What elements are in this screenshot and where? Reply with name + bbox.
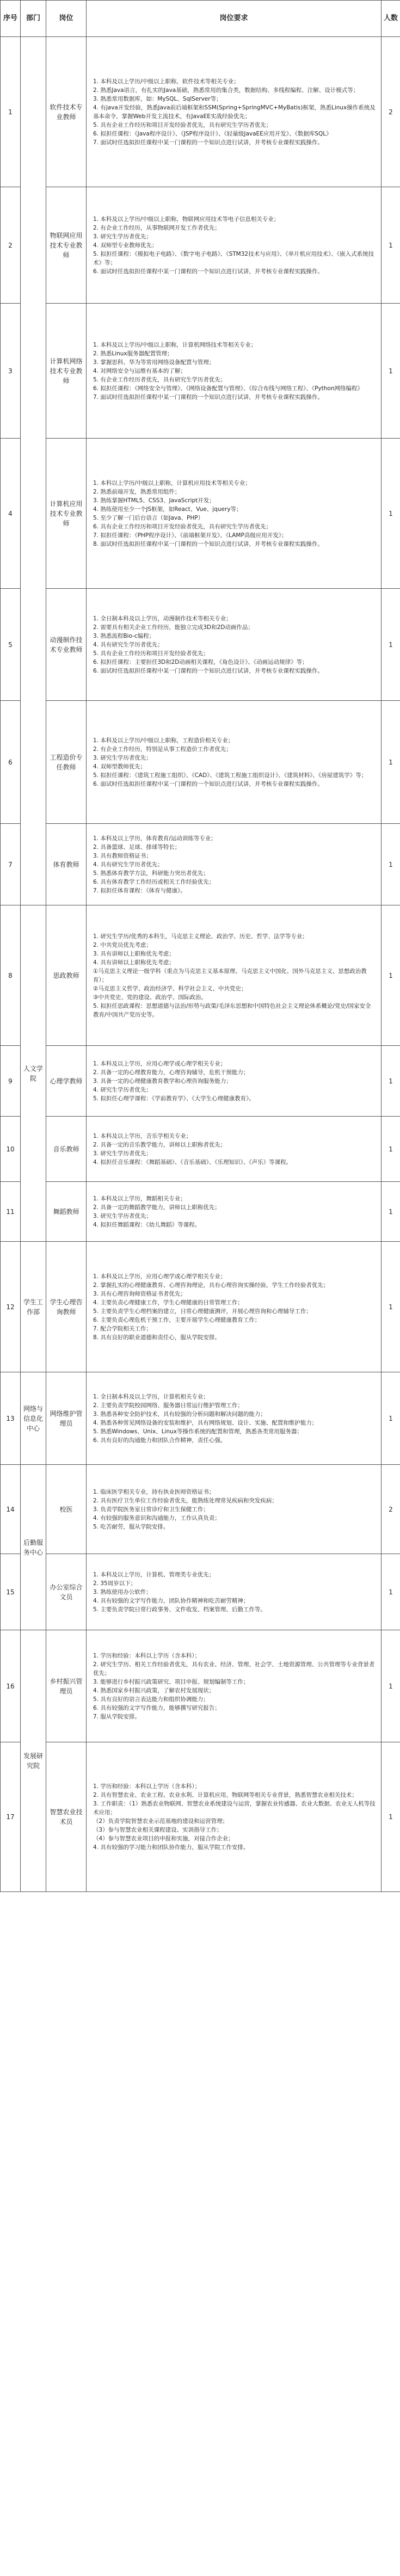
position-cell: 计算机网络技术专业教师 xyxy=(46,304,87,439)
requirement-line: 3. 研究生学历者优先； xyxy=(93,754,152,761)
position-cell: 体育教师 xyxy=(46,824,87,905)
requirement-line: 4. 具有研究生学历者优先； xyxy=(93,861,163,868)
requirement-line: 4. 熟练使用至少一个JS框架，如React、Vue、jquery等； xyxy=(93,506,242,513)
requirement-line: 1. 研究生学历/优秀的本科生，马克思主义理论、政治学、历史、哲学、法学等专业； xyxy=(93,933,308,940)
requirement-line: 1. 本科及以上学历/中级以上职称，软件技术等相关专业； xyxy=(93,78,239,85)
requirement-line: 2. 具备篮球、足球、排球等特长； xyxy=(93,843,181,851)
table-row xyxy=(1,1242,400,1372)
row-number: 12 xyxy=(1,1242,21,1372)
requirement-line: 2. 中共党员优先考虑； xyxy=(93,941,152,948)
requirement-line: 1. 本科及以上学历/中级以上职称，物联网应用技术等电子信息相关专业； xyxy=(93,215,280,223)
headcount-cell: 1 xyxy=(381,1372,400,1465)
requirement-line: 1. 本科及以上学历，应用心理学或心理学相关专业； xyxy=(93,1273,226,1280)
position-cell: 校医 xyxy=(46,1465,87,1554)
table-row xyxy=(1,1117,400,1182)
requirements-cell xyxy=(87,187,381,304)
headcount-cell: 1 xyxy=(381,1242,400,1372)
requirement-line: 5. 有企业工作经历者优先，具有研究生学历者优先； xyxy=(93,376,226,383)
headcount-cell: 1 xyxy=(381,701,400,824)
requirement-line: 3. 研究生学历者优先； xyxy=(93,233,152,240)
position-cell: 学生心理咨询教师 xyxy=(46,1242,87,1372)
requirement-line: 7. 面试时任选拟担任课程中某一门课程的一个知识点进行试讲，并考核专业课程实践操作。 xyxy=(93,393,323,400)
requirements-cell xyxy=(87,1117,381,1182)
position-cell: 音乐教师 xyxy=(46,1117,87,1182)
department-cell xyxy=(21,37,46,905)
requirement-line: 1. 全日制本科及以上学历，动漫制作技术等相关专业； xyxy=(93,615,232,622)
requirement-line: 7. 拟担任体育课程：《体育与健康》。 xyxy=(93,887,186,894)
headcount-cell: 1 xyxy=(381,304,400,439)
position-cell: 心理学教师 xyxy=(46,1046,87,1117)
requirement-line: 4. 有较强的服务意识和沟通能力，工作认真负责； xyxy=(93,1514,220,1521)
requirement-line: 6. 拟担任课程：主要担任3D和2D动画相关课程，《角色设计》、《动画运动规律》等； xyxy=(93,658,308,665)
row-number: 16 xyxy=(1,1630,21,1742)
requirements-cell xyxy=(87,1554,381,1630)
header-num: 序号 xyxy=(1,1,21,37)
requirement-line: 1. 全日制本科及以上学历，计算机相关专业； xyxy=(93,1393,209,1400)
table-row xyxy=(1,37,400,187)
requirement-line: 3. 能够进行乡村振兴政策研究、项目申报、规划编制等工作； xyxy=(93,1678,249,1685)
requirements-cell xyxy=(87,1046,381,1117)
row-number: 14 xyxy=(1,1465,21,1554)
requirements-cell xyxy=(87,1242,381,1372)
requirement-line: 3. 具备一定的心理健康教育教学和心理咨询服务能力； xyxy=(93,1077,232,1084)
requirement-line: 3. 具有教师资格证书； xyxy=(93,852,152,859)
requirement-line: 5. 拟担任心理学课程：《学前教育学》、《大学生心理健康教育》。 xyxy=(93,1095,255,1102)
requirements-cell xyxy=(87,701,381,824)
requirement-line: 2. 具备一定的舞蹈教学能力，讲师以上职称优先； xyxy=(93,1204,220,1211)
requirements-cell xyxy=(87,905,381,1046)
requirement-line: 3. 研究生学历者优先； xyxy=(93,1212,152,1219)
position-cell: 物联网应用技术专业教师 xyxy=(46,187,87,304)
requirement-line: 3. 工作职责：（1）熟悉农业物联网、智慧农业系统建设与运营，掌握农业传感器、农业大数据、农业无人机等技术应用； xyxy=(93,1801,376,1816)
position-cell: 智慧农业技术员 xyxy=(46,1742,87,1892)
requirement-line: 7. 配合学院相关工作； xyxy=(93,1325,152,1332)
requirement-line: 3. 熟悉流程Bio-c编程； xyxy=(93,632,155,639)
requirement-line: 7. 面试时任选拟担任课程中某一门课程的一个知识点进行试讲，并考核专业课程实践操作。 xyxy=(93,139,323,146)
table-row xyxy=(1,1372,400,1465)
header-count: 人数 xyxy=(381,1,400,37)
headcount-cell: 1 xyxy=(381,1117,400,1182)
row-number: 15 xyxy=(1,1554,21,1630)
table-row xyxy=(1,187,400,304)
requirement-line: 2. 35周岁以下； xyxy=(93,1580,137,1587)
requirement-line: 8. 具有良好的职业道德和责任心，服从学院安排。 xyxy=(93,1334,220,1341)
requirement-line: 2. 熟悉Linux服务器配置管理； xyxy=(93,350,173,357)
requirement-line: 5. 主要负责学生心理档案的建立，日常心理健康测评，开展心理咨询和心理辅导工作； xyxy=(93,1308,312,1315)
department-cell: 网络与信息化中心 xyxy=(21,1372,46,1465)
table-row xyxy=(1,1742,400,1892)
department-cell: 发展研究院 xyxy=(21,1630,46,1892)
requirement-line: 5. 拟担任课程：《模拟电子电路》、《数字电子电路》、《STM32技术与应用》、《单片机应用技术》、《嵌入式系统技术》等； xyxy=(93,250,374,266)
requirements-cell xyxy=(87,824,381,905)
requirement-line: 6. 拟担任课程：《Java程序设计》、《JSP程序设计》、《轻量级JavaEE应用开发》、《数据库SQL》 xyxy=(93,130,332,137)
headcount-cell: 1 xyxy=(381,589,400,701)
requirement-line: 3. 研究生学历者优先； xyxy=(93,1150,152,1157)
requirement-line: 6. 面试时任选拟担任课程中某一门课程的一个知识点进行试讲，并考核专业课程实践操作。 xyxy=(93,780,323,787)
header-dept: 部门 xyxy=(21,1,46,37)
requirement-line: 2. 需要具有相关企业工作经历，能独立完成3D和2D动画作品； xyxy=(93,624,254,631)
department-cell: 后勤服务中心 xyxy=(21,1465,46,1630)
position-cell: 动漫制作技术专业教师 xyxy=(46,589,87,701)
requirement-line: 1. 本科及以上学历，体育教育/运动训练等专业； xyxy=(93,835,217,842)
requirements-cell xyxy=(87,1742,381,1892)
table-row xyxy=(1,439,400,589)
position-cell: 工程造价专任教师 xyxy=(46,701,87,824)
requirement-line: 4. 具有较强的文字写作能力，团队协作精神和吃苦耐劳精神； xyxy=(93,1597,249,1604)
requirement-line: 2. 具有医疗卫生单位工作经验者优先，能熟练处理常见疾病和突发疾病； xyxy=(93,1497,278,1504)
table-body xyxy=(1,37,400,1892)
requirement-line: 4. 拟担任舞蹈课程：《幼儿舞蹈》等课程。 xyxy=(93,1221,201,1228)
row-number: 8 xyxy=(1,905,21,1046)
header-position: 岗位 xyxy=(46,1,87,37)
requirement-line: 7. 拟担任课程：《PHP程序设计》、《前端框架开发》、《LAMP高级应用开发》； xyxy=(93,532,287,539)
requirement-line: 1. 学历和经验：本科以上学历（含本科）； xyxy=(93,1783,201,1790)
requirement-line: 6. 具有体育教学工作经历或相关工作经验优先； xyxy=(93,878,215,885)
requirement-line: 6. 具有较强的文字写作能力，能够撰写研究报告； xyxy=(93,1704,220,1711)
table-row xyxy=(1,824,400,905)
requirement-line: 2. 主要负责学院校园网络、服务器日常运行维护管理工作； xyxy=(93,1402,243,1409)
headcount-cell: 1 xyxy=(381,1630,400,1742)
requirement-line: 3. 熟悉各种安全防护技术，具有较强的分析问题和解决问题的能力； xyxy=(93,1410,266,1418)
requirement-line: 4. 双师型专业教师优先； xyxy=(93,242,158,249)
headcount-cell: 1 xyxy=(381,439,400,589)
requirement-line: 3. 熟练使用办公软件； xyxy=(93,1588,152,1595)
requirements-cell xyxy=(87,439,381,589)
table-row xyxy=(1,905,400,1046)
requirements-cell xyxy=(87,1182,381,1242)
requirement-line: 1. 本科及以上学历，应用心理学或心理学相关专业； xyxy=(93,1060,226,1067)
requirement-line: 2. 掌握扎实的心理健康教育、心理咨询理论，具有心理咨询实操经验，学生工作经验者优先； xyxy=(93,1281,329,1289)
requirement-line: 1. 本科及以上学历，音乐学相关专业； xyxy=(93,1132,192,1139)
requirement-line: 2. 具备一定的音乐教学能力，讲师以上职称者优先； xyxy=(93,1141,226,1148)
requirement-line: 4. 具有研究生学历者优先； xyxy=(93,641,163,648)
requirement-line: 1. 本科以上学历/中级以上职称，计算机应用技术等相关专业； xyxy=(93,479,251,486)
requirement-line: 3. 负责学院医务室日常诊疗和卫生保健工作； xyxy=(93,1506,209,1513)
position-cell: 办公室综合文员 xyxy=(46,1554,87,1630)
requirement-line: 5. 吃苦耐劳，服从学院安排。 xyxy=(93,1523,169,1530)
requirement-line: 5. 具有良好的语言表达能力和组织协调能力； xyxy=(93,1696,209,1703)
requirement-line: 3. 掌握思科、华为等常用网络设备配置与管理； xyxy=(93,359,215,366)
header-row xyxy=(1,1,400,37)
table-row xyxy=(1,1046,400,1117)
position-cell: 计算机应用技术专业教师 xyxy=(46,439,87,589)
row-number: 3 xyxy=(1,304,21,439)
row-number: 6 xyxy=(1,701,21,824)
requirement-line: 4. 主要负责心理健康工作，学生心理健康的日常管理工作； xyxy=(93,1299,243,1306)
row-number: 9 xyxy=(1,1046,21,1117)
requirement-line: （2）负责学院智慧农业示范基地的建设和运营管理； xyxy=(93,1818,229,1825)
requirement-line: 3. 熟悉常用数据库，如：MySQL、SqlServer等； xyxy=(93,95,222,102)
requirement-line: 6. 面试时任选拟担任课程中某一门课程的一个知识点进行试讲，并考核专业课程实践操作。 xyxy=(93,268,323,275)
department-cell: 学生工作部 xyxy=(21,1242,46,1372)
headcount-cell: 2 xyxy=(381,1465,400,1554)
headcount-cell: 1 xyxy=(381,187,400,304)
requirement-line: 2. 研究生学历、相关工作经验者优先，具有农业、经济、管理、社会学、土地资源管理、公共管理等专业背景者优先； xyxy=(93,1661,375,1677)
requirement-line: 6. 拟担任课程：《网络安全与管理》、《网络设备配置与管理》、《综合布线与网络工程》、《Python网络编程》 xyxy=(93,385,363,392)
requirement-line: 8. 面试时任选拟担任课程中某一门课程的一个知识点进行试讲，并考核专业课程实践操作。 xyxy=(93,540,323,547)
table-row xyxy=(1,1554,400,1630)
table-row xyxy=(1,1182,400,1242)
row-number: 4 xyxy=(1,439,21,589)
requirement-line: 6. 具有良好的沟通能力和团队合作精神，责任心强。 xyxy=(93,1437,226,1444)
requirement-line: （4）参与智慧农业项目的申报和实施，对接合作企业； xyxy=(93,1835,234,1842)
headcount-cell: 1 xyxy=(381,1046,400,1117)
requirement-line: 2. 具有智慧农业、农业工程、农业水利、计算机应用、物联网等相关专业背景，熟悉智慧农业相关技术； xyxy=(93,1792,358,1798)
row-number: 13 xyxy=(1,1372,21,1465)
position-cell: 思政教师 xyxy=(46,905,87,1046)
headcount-cell: 1 xyxy=(381,905,400,1046)
table-row xyxy=(1,1630,400,1742)
requirement-line: 4. 熟悉各种常见网络设备的安装和维护，具有网络规划、设计、实施、配置和维护能力； xyxy=(93,1419,318,1426)
requirement-line: ②马克思主义哲学、政治经济学、科学社会主义、中共党史； xyxy=(93,985,247,992)
requirement-line: 4. 有java开发经验，熟悉Java前后端框架和SSM(Spring+SpringMVC+MyBatis)框架，熟悉Linux操作系统及基本命令，掌握Web开发主流技术，有JavaEE实战经验优先； xyxy=(93,104,376,120)
requirement-line: 2. 有企业工作经历，从事物联网开发工作者优先； xyxy=(93,224,220,231)
requirement-line: 1. 本科及以上学历，舞蹈相关专业； xyxy=(93,1195,186,1202)
row-number: 10 xyxy=(1,1117,21,1182)
requirement-line: 5. 至少了解一门后台语言（如Java、PHP） xyxy=(93,514,204,521)
headcount-cell: 1 xyxy=(381,824,400,905)
requirement-line: 2. 有企业工作经历，特别是从事工程造价工作者优先； xyxy=(93,745,232,753)
department-cell: 人文学院 xyxy=(21,905,46,1242)
requirement-line: 1. 本科及以上学历/中级以上职称，工程造价相关专业； xyxy=(93,737,234,744)
requirement-line: 3. 熟练掌握HTML5、CSS3、JavaScript开发； xyxy=(93,497,215,504)
requirement-line: 5. 主要负责学院日常行政事务、文件收发、档案管理、后勤工作等。 xyxy=(93,1606,266,1613)
row-number: 17 xyxy=(1,1742,21,1892)
table-row xyxy=(1,589,400,701)
header-requirements: 岗位要求 xyxy=(87,1,381,37)
requirement-line: 2. 熟悉Java语言，有扎实的Java基础，熟悉常用的集合类，数据结构、多线程编程、注解、设计模式等； xyxy=(93,87,359,94)
requirement-line: 5. 拟担任思政课程：思想道德与法治/形势与政策/毛泽东思想和中国特色社会主义理论体系概论/党史/国家安全教育/中国共产党历史等。 xyxy=(93,1002,371,1018)
requirements-cell xyxy=(87,1372,381,1465)
requirements-cell xyxy=(87,589,381,701)
requirement-line: 3. 具有讲师以上职称优先考虑； xyxy=(93,950,175,957)
requirements-cell xyxy=(87,37,381,187)
row-number: 7 xyxy=(1,824,21,905)
table-row xyxy=(1,304,400,439)
requirement-line: 7. 服从学院安排。 xyxy=(93,1713,140,1720)
row-number: 1 xyxy=(1,37,21,187)
position-cell: 网络维护管理员 xyxy=(46,1372,87,1465)
requirement-line: 6. 面试时任选拟担任课程中某一门课程的一个知识点进行试讲，并考核专业课程实践操作。 xyxy=(93,667,323,674)
requirement-line: 5. 熟悉体育教学方法，科研能力突出者优先； xyxy=(93,870,209,877)
requirement-line: 2. 熟悉前端开发，熟悉常用组件； xyxy=(93,488,181,495)
requirement-line: 3. 具有心理咨询师资格证书者优先； xyxy=(93,1290,186,1297)
requirement-line: 4. 研究生学历者优先； xyxy=(93,1086,152,1093)
table-row xyxy=(1,1465,400,1554)
headcount-cell: 1 xyxy=(381,1182,400,1242)
requirement-line: 1. 本科及以上学历，计算机、管理类专业优先； xyxy=(93,1571,215,1578)
requirement-line: 1. 学历和经验：本科以上学历（含本科）； xyxy=(93,1652,201,1659)
requirement-line: 5. 具有企业工作经历和项目开发经验者优先； xyxy=(93,650,209,657)
position-cell: 乡村振兴管理员 xyxy=(46,1630,87,1742)
requirement-line: ③中共党史、党的建设、政治学、国际政治。 xyxy=(93,994,207,1001)
requirement-line: 1. 临床医学相关专业，持有执业医师资格证书； xyxy=(93,1488,215,1495)
requirements-cell xyxy=(87,1465,381,1554)
requirement-line: 6. 主要负责心理危机干预工作，主要开展学生心理健康教育工作； xyxy=(93,1316,261,1323)
requirement-line: 5. 具有企业工作经历和项目开发经验者优先，具有研究生学历者优先； xyxy=(93,121,272,128)
headcount-cell: 1 xyxy=(381,1554,400,1630)
position-cell: 舞蹈教师 xyxy=(46,1182,87,1242)
table-row xyxy=(1,701,400,824)
requirement-line: （3）参与智慧农业相关课程建设、实训指导工作； xyxy=(93,1827,223,1833)
headcount-cell: 1 xyxy=(381,1742,400,1892)
requirements-cell xyxy=(87,1630,381,1742)
requirement-line: 4. 拟担任音乐课程：《舞蹈基础》、《音乐基础》、《乐理知识》、《声乐》等课程。 xyxy=(93,1158,292,1166)
requirement-line: 4. 熟悉国家乡村振兴政策，了解农村发展现状； xyxy=(93,1687,215,1694)
row-number: 2 xyxy=(1,187,21,304)
requirement-line: 5. 拟担任课程：《建筑工程施工组织》、《CAD》、《建筑工程施工组织设计》、《建筑材料》、《房屋建筑学》等； xyxy=(93,772,367,779)
requirement-line: 4. 双师型教师优先； xyxy=(93,763,146,770)
row-number: 11 xyxy=(1,1182,21,1242)
requirement-line: 1. 本科及以上学历/中级以上职称，计算机网络技术等相关专业； xyxy=(93,341,257,348)
headcount-cell: 2 xyxy=(381,37,400,187)
requirements-cell xyxy=(87,304,381,439)
row-number: 5 xyxy=(1,589,21,701)
requirement-line: 6. 具有企业工作经历和项目开发经验者优先，具有研究生学历者优先； xyxy=(93,523,272,530)
position-cell: 软件技术专业教师 xyxy=(46,37,87,187)
requirement-line: 4. 具有较强的学习能力和团队协作能力，服从学院工作安排。 xyxy=(93,1844,249,1851)
requirement-line: ①马克思主义理论一级学科（重点为马克思主义基本原理、马克思主义中国化、国外马克思主义、思想政治教育）； xyxy=(93,967,367,983)
requirement-line: 4. 对网络安全与运维有基本的了解； xyxy=(93,367,186,374)
requirement-line: 5. 熟悉Windows、Unix、Linux等操作系统的配置和管理，熟悉各类常用服务器； xyxy=(93,1428,303,1435)
requirement-line: 4. 具有讲师以上职称优先考虑； xyxy=(93,959,175,966)
requirement-line: 2. 具备一定的心理教育能力，心理咨询辅导，危机干预能力； xyxy=(93,1069,249,1076)
